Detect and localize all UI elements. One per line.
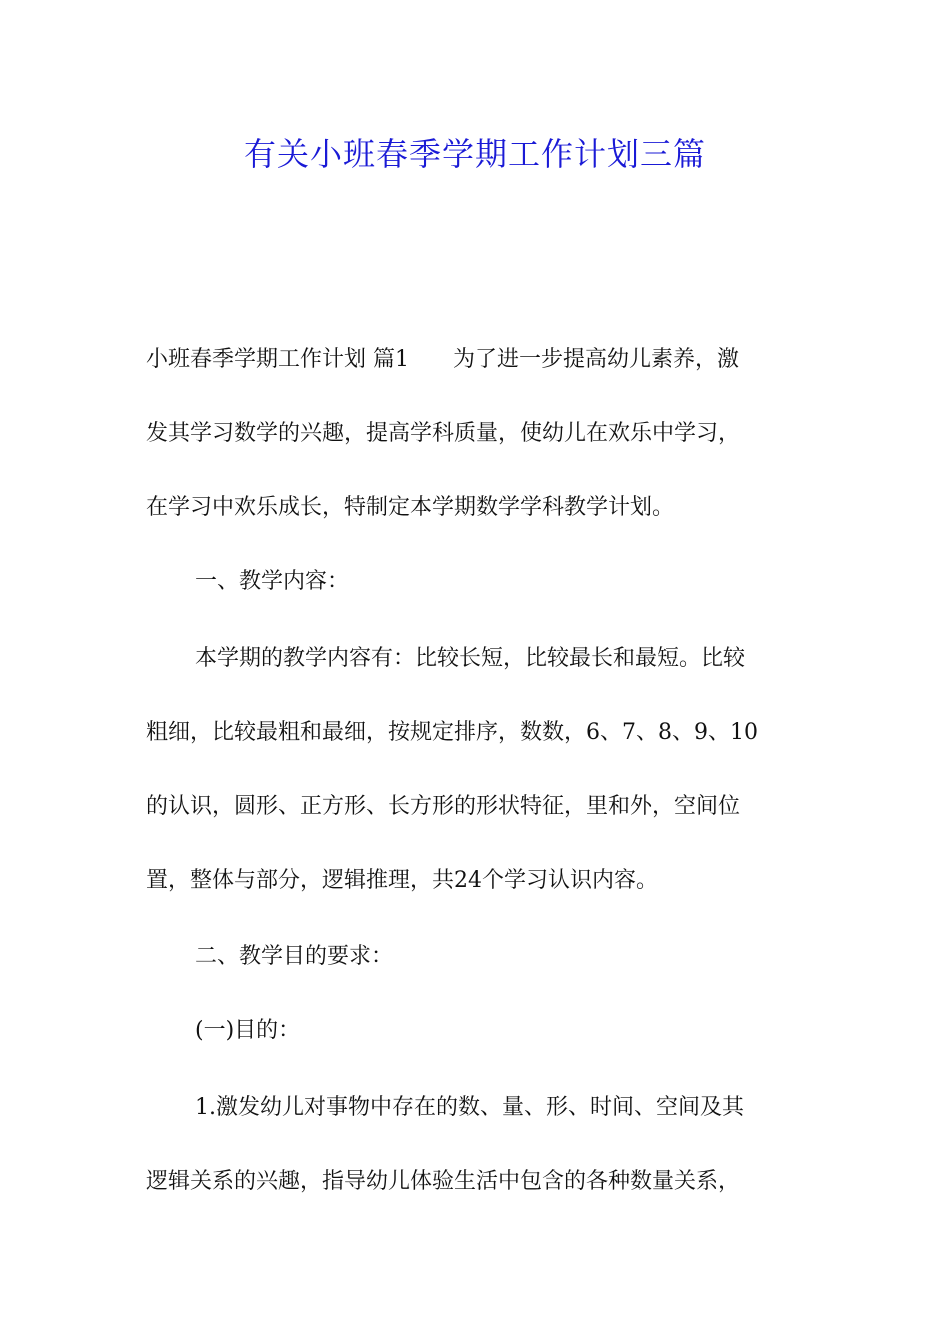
section-heading: 一、教学内容： (195, 569, 350, 594)
paragraph-line: 小班春季学期工作计划 篇1 为了进一步提高幼儿素养，激 (146, 347, 739, 372)
paragraph-line: 在学习中欢乐成长，特制定本学期数学学科教学计划。 (146, 495, 675, 520)
paragraph-line: 本学期的教学内容有：比较长短，比较最长和最短。比较 (195, 646, 746, 671)
section-heading: 二、教学目的要求： (195, 944, 394, 969)
subsection-heading: (一)目的： (195, 1018, 301, 1043)
paragraph-line: 发其学习数学的兴趣，提高学科质量，使幼儿在欢乐中学习， (146, 421, 741, 446)
paragraph-line: 1.激发幼儿对事物中存在的数、量、形、时间、空间及其 (195, 1095, 744, 1120)
paragraph-line: 逻辑关系的兴趣，指导幼儿体验生活中包含的各种数量关系， (146, 1169, 741, 1194)
document-title: 有关小班春季学期工作计划三篇 (243, 135, 706, 173)
paragraph-line: 置，整体与部分，逻辑推理，共24个学习认识内容。 (146, 868, 658, 893)
paragraph-line: 的认识，圆形、正方形、长方形的形状特征，里和外，空间位 (146, 794, 741, 819)
paragraph-line: 粗细，比较最粗和最细，按规定排序，数数，6、7、8、9、10 (146, 720, 758, 745)
